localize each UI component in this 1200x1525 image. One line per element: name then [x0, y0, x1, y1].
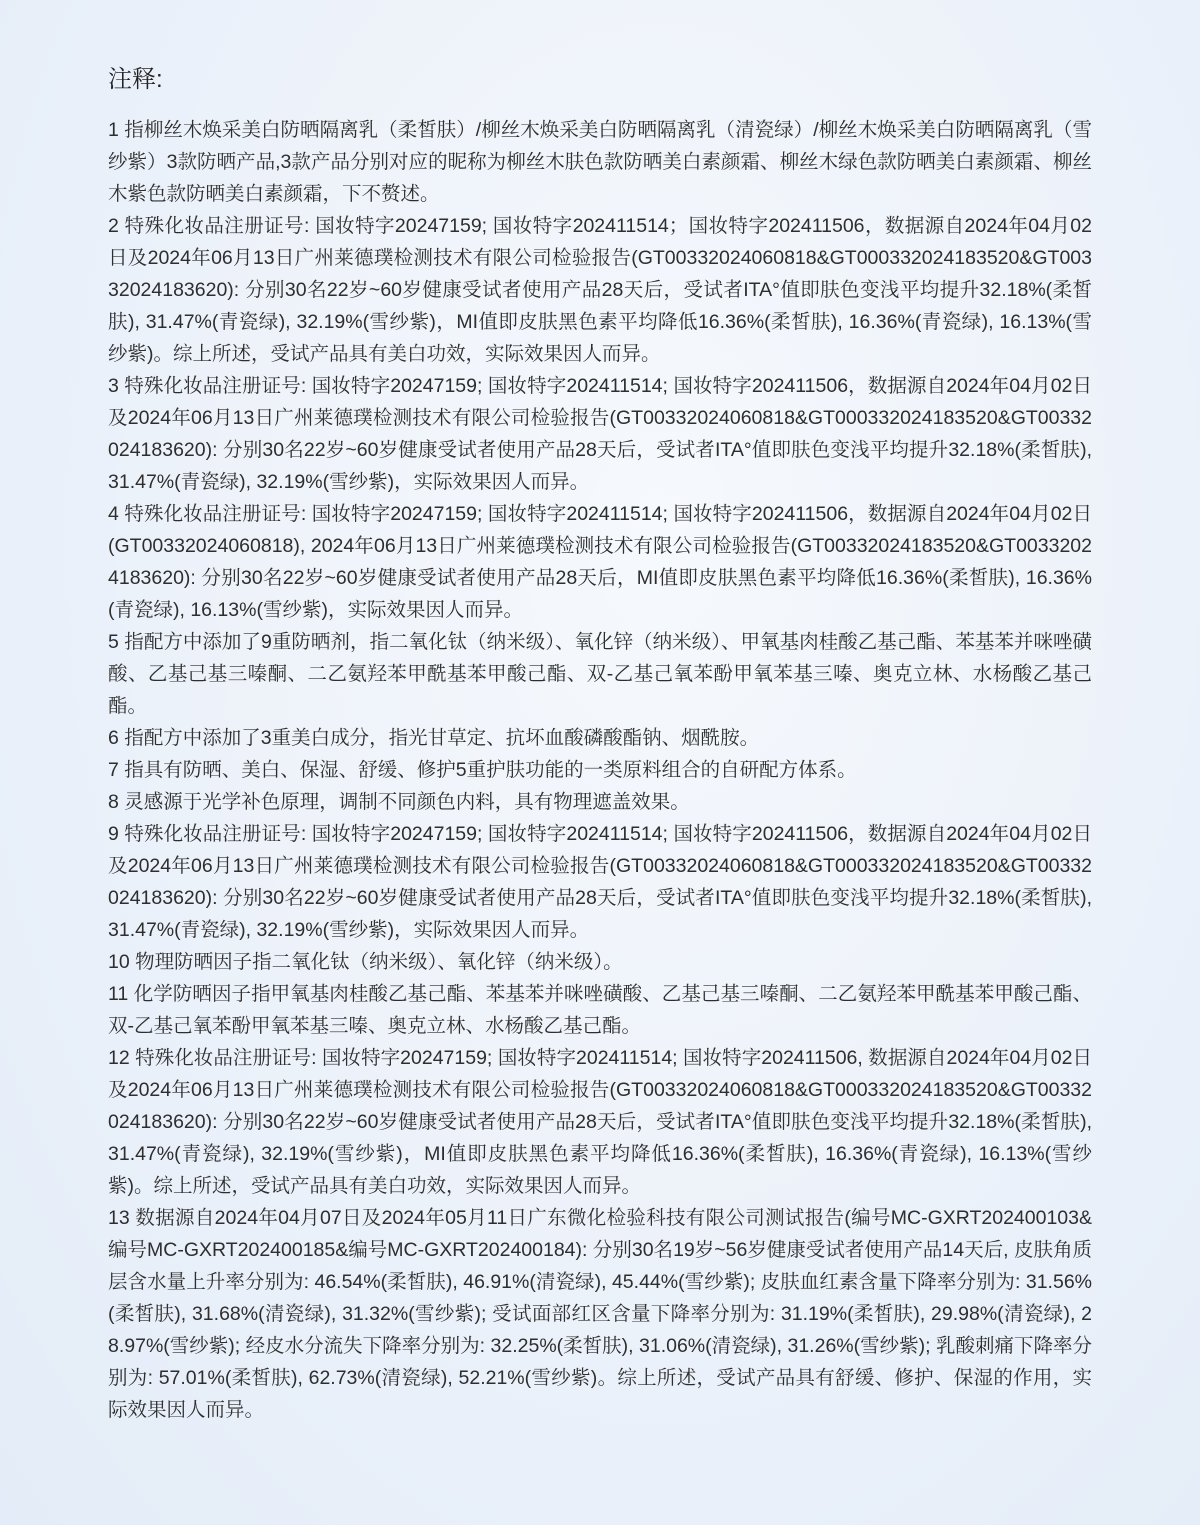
note-item-5: 5 指配方中添加了9重防晒剂，指二氧化钛（纳米级）、氧化锌（纳米级）、甲氧基肉桂酸乙基己酯、苯基苯并咪唑磺酸、乙基己基三嗪酮、二乙氨羟苯甲酰基苯甲酸己酯、双-乙基己氧苯酚甲氧苯基三嗪、奥克立林、水杨酸乙基己酯。	[108, 631, 1092, 717]
note-item-9: 9 特殊化妆品注册证号: 国妆特字20247159; 国妆特字202411514; 国妆特字202411506，数据源自2024年04月02日及2024年06月13日广州莱德璞检测技术有限公司检验报告(GT00332024060818&GT000332024183520&GT00332024183620): 分别30名22岁~60岁健康受试者使用产品28天后，受试者ITA°值即肤色变浅平均提升32.18%(柔皙肤), 31.47%(青瓷绿), 32.19%(雪纱紫)，实际效果因人而异。	[108, 823, 1092, 941]
note-item-11: 11 化学防晒因子指甲氧基肉桂酸乙基己酯、苯基苯并咪唑磺酸、乙基己基三嗪酮、二乙氨羟苯甲酰基苯甲酸己酯、双-乙基己氧苯酚甲氧苯基三嗪、奥克立林、水杨酸乙基己酯。	[108, 983, 1092, 1037]
note-item-3: 3 特殊化妆品注册证号: 国妆特字20247159; 国妆特字202411514; 国妆特字202411506，数据源自2024年04月02日及2024年06月13日广州莱德璞检测技术有限公司检验报告(GT00332024060818&GT000332024183520&GT00332024183620): 分别30名22岁~60岁健康受试者使用产品28天后，受试者ITA°值即肤色变浅平均提升32.18%(柔皙肤), 31.47%(青瓷绿), 32.19%(雪纱紫)，实际效果因人而异。	[108, 375, 1092, 493]
note-item-6: 6 指配方中添加了3重美白成分，指光甘草定、抗坏血酸磷酸酯钠、烟酰胺。	[108, 727, 760, 749]
note-item-13: 13 数据源自2024年04月07日及2024年05月11日广东微化检验科技有限公司测试报告(编号MC-GXRT202400103&编号MC-GXRT202400185&编号MC-GXRT202400184): 分别30名19岁~56岁健康受试者使用产品14天后, 皮肤角质层含水量上升率分别为: 46.54%(柔皙肤), 46.91%(清瓷绿), 45.44%(雪纱紫); 皮肤血红素含量下降率分别为: 31.56%(柔皙肤), 31.68%(清瓷绿), 31.32%(雪纱紫); 受试面部红区含量下降率分别为: 31.19%(柔皙肤), 29.98%(清瓷绿), 28.97%(雪纱紫); 经皮水分流失下降率分别为: 32.25%(柔皙肤), 31.06%(清瓷绿), 31.26%(雪纱紫); 乳酸刺痛下降率分别为: 57.01%(柔皙肤), 62.73%(清瓷绿), 52.21%(雪纱紫)。综上所述，受试产品具有舒缓、修护、保湿的作用，实际效果因人而异。	[108, 1207, 1092, 1421]
note-item-2: 2 特殊化妆品注册证号: 国妆特字20247159; 国妆特字202411514；国妆特字202411506，数据源自2024年04月02日及2024年06月13日广州莱德璞检测技术有限公司检验报告(GT00332024060818&GT000332024183520&GT00332024183620): 分别30名22岁~60岁健康受试者使用产品28天后，受试者ITA°值即肤色变浅平均提升32.18%(柔皙肤), 31.47%(青瓷绿), 32.19%(雪纱紫)，MI值即皮肤黑色素平均降低16.36%(柔皙肤), 16.36%(青瓷绿), 16.13%(雪纱紫)。综上所述，受试产品具有美白功效，实际效果因人而异。	[108, 215, 1092, 365]
note-item-7: 7 指具有防晒、美白、保湿、舒缓、修护5重护肤功能的一类原料组合的自研配方体系。	[108, 759, 857, 781]
notes-title: 注释:	[108, 66, 163, 93]
note-item-10: 10 物理防晒因子指二氧化钛（纳米级）、氧化锌（纳米级）。	[108, 951, 623, 973]
note-item-1: 1 指柳丝木焕采美白防晒隔离乳（柔皙肤）/柳丝木焕采美白防晒隔离乳（清瓷绿）/柳丝木焕采美白防晒隔离乳（雪纱紫）3款防晒产品,3款产品分别对应的昵称为柳丝木肤色款防晒美白素颜霜、柳丝木绿色款防晒美白素颜霜、柳丝木紫色款防晒美白素颜霜，下不赘述。	[108, 119, 1092, 205]
note-item-12: 12 特殊化妆品注册证号: 国妆特字20247159; 国妆特字202411514; 国妆特字202411506, 数据源自2024年04月02日及2024年06月13日广州莱德璞检测技术有限公司检验报告(GT00332024060818&GT000332024183520&GT00332024183620): 分别30名22岁~60岁健康受试者使用产品28天后，受试者ITA°值即肤色变浅平均提升32.18%(柔皙肤), 31.47%(青瓷绿), 32.19%(雪纱紫)，MI值即皮肤黑色素平均降低16.36%(柔皙肤), 16.36%(青瓷绿), 16.13%(雪纱紫)。综上所述，受试产品具有美白功效，实际效果因人而异。	[108, 1047, 1092, 1197]
notes-section	[108, 60, 1092, 1426]
note-item-8: 8 灵感源于光学补色原理，调制不同颜色内料，具有物理遮盖效果。	[108, 791, 690, 813]
notes-list	[108, 114, 1092, 1426]
note-item-4: 4 特殊化妆品注册证号: 国妆特字20247159; 国妆特字202411514; 国妆特字202411506，数据源自2024年04月02日(GT00332024060818), 2024年06月13日广州莱德璞检测技术有限公司检验报告(GT00332024183520&GT00332024183620): 分别30名22岁~60岁健康受试者使用产品28天后，MI值即皮肤黑色素平均降低16.36%(柔皙肤), 16.36%(青瓷绿), 16.13%(雪纱紫)，实际效果因人而异。	[108, 503, 1092, 621]
